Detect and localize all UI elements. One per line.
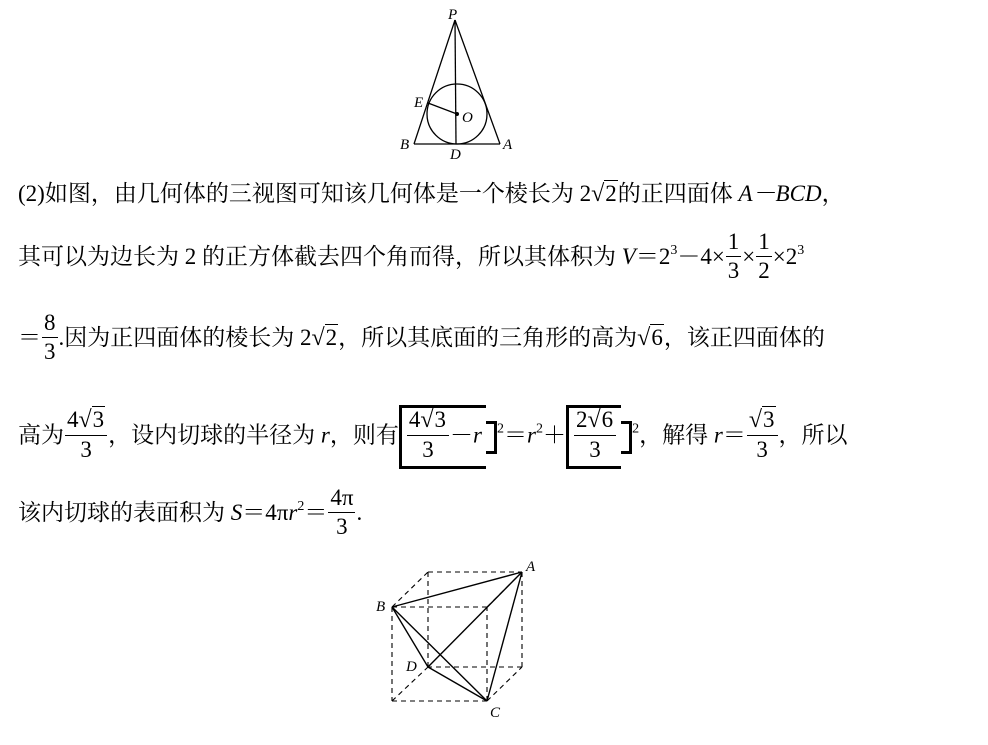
label-D: D (406, 659, 417, 675)
label-B: B (400, 137, 410, 153)
radius-symbol: r (288, 499, 298, 525)
period: . (356, 499, 363, 525)
label-P: P (448, 7, 458, 23)
figure-triangle-incircle (390, 0, 530, 160)
label-A: A (503, 137, 513, 153)
tetra-edge-AC (487, 572, 522, 701)
sqrt-3: √3 (420, 407, 447, 433)
numerator (574, 408, 616, 436)
fraction-4sqrt3-over-3 (407, 408, 449, 462)
text-line-2 (18, 229, 805, 285)
equals: ＝ (18, 324, 41, 350)
radius-symbol: r (473, 422, 482, 448)
sqrt-content: 2 (605, 181, 617, 206)
l3-text-b: ，所以其底面的三角形的高为 (338, 324, 638, 350)
text-line-5 (18, 485, 363, 541)
numerator: 1 (756, 230, 772, 257)
label-C: C (490, 705, 501, 721)
sqrt-content: 6 (601, 407, 614, 432)
exponent: 2 (297, 498, 305, 514)
coef: 2 (575, 407, 588, 432)
times: × (742, 243, 756, 269)
fraction-sqrt3-over-3 (747, 408, 778, 462)
minus: － (450, 422, 474, 448)
l4-text-d: ，解得 (639, 422, 714, 448)
denominator: 3 (422, 437, 434, 463)
sqrt-6: √6 (587, 407, 614, 433)
equals: ＝ (504, 422, 527, 448)
l1-text-b: 的正四面体 (617, 181, 739, 206)
l5-text-a: 该内切球的表面积为 (18, 499, 231, 525)
l1-text-a: (2)如图，由几何体的三视图可知该几何体是一个棱长为 2 (18, 181, 592, 206)
sqrt-content: 6 (651, 324, 663, 350)
text-line-4 (18, 405, 848, 469)
volume-symbol: V (621, 243, 636, 269)
equals: ＝ (722, 422, 746, 448)
tetrahedron-name: A－BCD (738, 181, 822, 206)
radius-symbol: r (320, 422, 330, 448)
bracket-close-1 (486, 421, 497, 454)
l4-text-a: 高为 (18, 422, 64, 448)
sqrt-3: √3 (748, 407, 775, 433)
text-line-3 (18, 310, 825, 366)
l4-text-e: ，所以 (778, 422, 848, 448)
denominator: 3 (589, 437, 601, 463)
center-dot (455, 112, 459, 116)
denominator: 3 (756, 437, 768, 463)
edge-PB (414, 20, 455, 144)
numerator (65, 408, 107, 436)
tetra-edge-AD (428, 572, 522, 667)
radius-OE (428, 103, 457, 114)
bracket-group-2 (566, 405, 621, 469)
label-D: D (450, 147, 461, 160)
numerator: 8 (42, 311, 58, 338)
sqrt-6: √6 (637, 324, 663, 351)
label-A: A (526, 559, 536, 575)
sqrt-2: √2 (311, 324, 338, 351)
denominator: 2 (758, 258, 770, 284)
sqrt-content: 2 (325, 324, 338, 350)
numerator (747, 408, 778, 436)
figure-cube-tetrahedron (360, 555, 560, 725)
fraction-4pi-over-3 (328, 486, 355, 539)
l4-text-b: ，设内切球的半径为 (108, 422, 321, 448)
l4-text-c: ，则有 (329, 422, 399, 448)
coef: 4 (67, 407, 79, 432)
numerator: 4π (328, 486, 355, 513)
label-E: E (414, 95, 424, 111)
label-O: O (462, 110, 473, 126)
exponent: 3 (670, 242, 678, 258)
denominator: 3 (727, 258, 740, 284)
bracket-close-2 (621, 421, 632, 454)
exponent: 2 (497, 421, 504, 437)
altitude-PD (455, 20, 456, 144)
area-symbol: S (230, 499, 243, 525)
coef: 4 (408, 407, 421, 432)
l2-text-a: 其可以为边长为 2 的正方体截去四个角而得，所以其体积为 (18, 243, 622, 269)
l3-text-c: ，该正四面体的 (663, 324, 825, 350)
exponent: 3 (797, 242, 805, 258)
fraction-2sqrt6-over-3 (574, 408, 616, 462)
sqrt-content: 3 (92, 407, 105, 432)
numerator: 1 (726, 230, 742, 257)
fraction-eight-thirds (42, 311, 58, 364)
label-B: B (376, 599, 386, 615)
tetra-edge-AB (392, 572, 522, 607)
denominator: 3 (44, 339, 56, 365)
l1-text-c: ， (821, 181, 845, 206)
sqrt-3: √3 (78, 407, 105, 433)
l2-text-b: ＝2 (635, 243, 671, 269)
exponent: 2 (632, 421, 640, 437)
numerator (407, 408, 449, 436)
radius-symbol: r (527, 422, 536, 448)
l5-text-b: ＝4π (242, 499, 289, 525)
plus: ＋ (542, 422, 566, 448)
l3-text-a: .因为正四面体的棱长为 2 (58, 324, 312, 350)
equals: ＝ (304, 499, 328, 525)
fraction-height (65, 408, 107, 462)
sqrt-content: 3 (434, 407, 447, 432)
text-line-1 (18, 182, 845, 206)
l2-text-d: ×2 (772, 243, 798, 269)
bracket-group-1 (399, 405, 486, 469)
denominator: 3 (336, 514, 348, 540)
fraction-one-half (756, 230, 772, 283)
fraction-one-third (726, 230, 742, 283)
denominator: 3 (80, 437, 92, 463)
l2-text-c: －4× (677, 243, 725, 269)
sqrt-2: √2 (591, 181, 617, 207)
sqrt-content: 3 (763, 407, 775, 432)
radius-symbol: r (713, 422, 723, 448)
exponent: 2 (535, 421, 543, 437)
